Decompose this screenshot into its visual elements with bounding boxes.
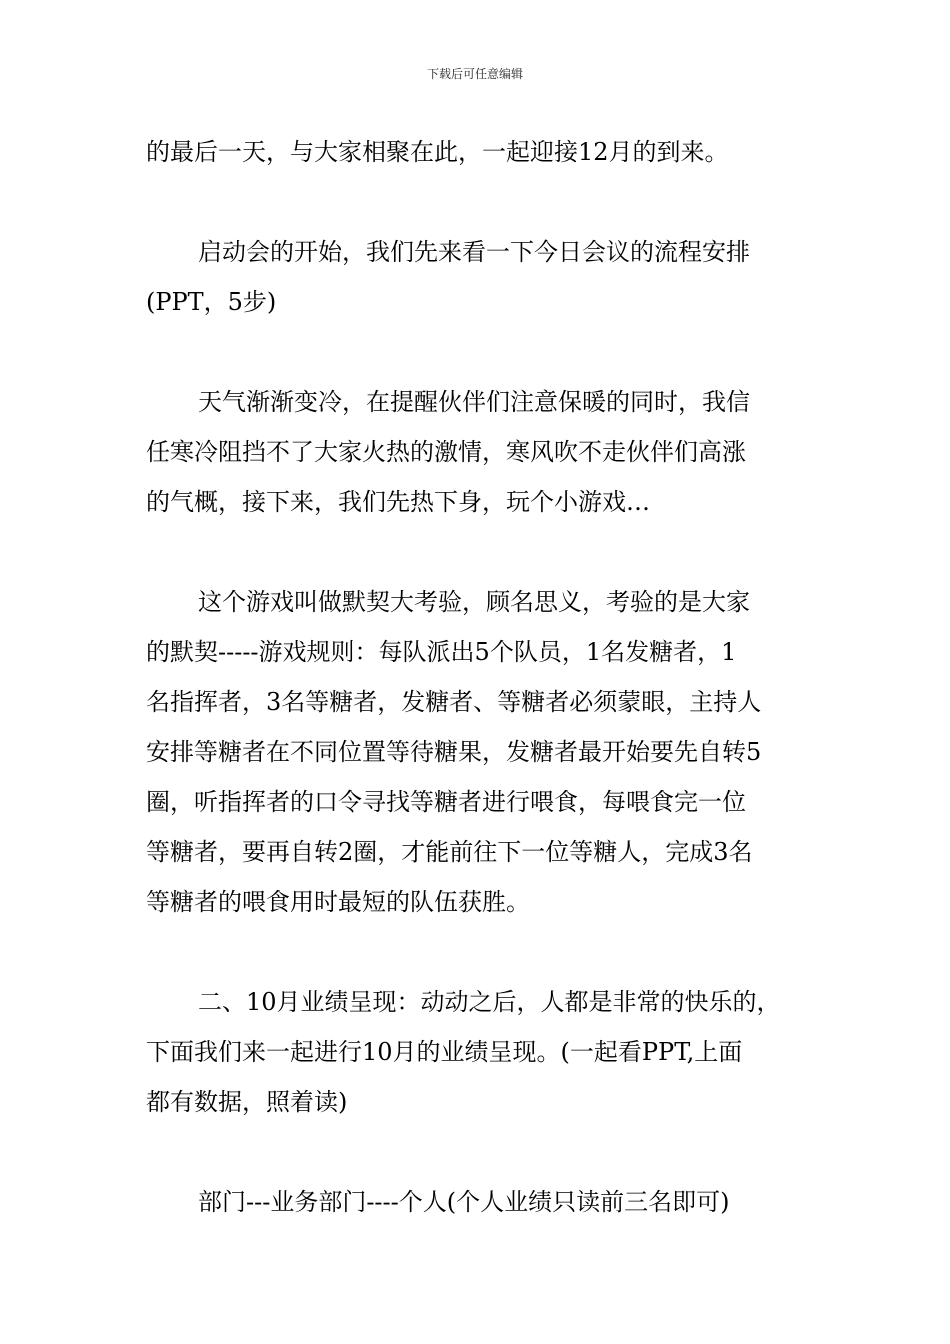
page-header: 下载后可任意编辑 — [426, 67, 523, 81]
text-line: 部门---业务部门----个人(个人业绩只读前三名即可) — [198, 1188, 730, 1216]
paragraph-5 — [146, 977, 810, 1127]
text-line: 下面我们来一起进行10月的业绩呈现。(一起看PPT,上面 — [146, 1038, 743, 1066]
paragraph-4 — [146, 577, 810, 927]
text-line: 都有数据，照着读) — [146, 1088, 348, 1116]
text-line: 的默契-----游戏规则：每队派出5个队员，1名发糖者，1 — [146, 638, 737, 666]
paragraph-6 — [146, 1177, 810, 1227]
text-line: 启动会的开始，我们先来看一下今日会议的流程安排 — [198, 238, 750, 266]
paragraph-2 — [146, 227, 810, 327]
text-line: 的气概，接下来，我们先热下身，玩个小游戏… — [146, 488, 650, 516]
text-line: (PPT，5步) — [146, 288, 277, 316]
paragraph-3 — [146, 377, 810, 527]
text-line: 圈，听指挥者的口令寻找等糖者进行喂食，每喂食完一位 — [146, 788, 746, 816]
text-line: 二、10月业绩呈现：动动之后，人都是非常的快乐的， — [198, 988, 781, 1016]
paragraph-1 — [146, 127, 810, 177]
text-line: 等糖者的喂食用时最短的队伍获胜。 — [146, 888, 530, 916]
document-body — [146, 127, 810, 1227]
text-line: 的最后一天，与大家相聚在此，一起迎接12月的到来。 — [146, 138, 729, 166]
text-line: 天气渐渐变冷，在提醒伙伴们注意保暖的同时，我信 — [198, 388, 750, 416]
text-line: 安排等糖者在不同位置等待糖果，发糖者最开始要先自转5 — [146, 738, 762, 766]
text-line: 任寒冷阻挡不了大家火热的激情，寒风吹不走伙伴们高涨 — [146, 438, 746, 466]
text-line: 名指挥者，3名等糖者，发糖者、等糖者必须蒙眼，主持人 — [146, 688, 762, 716]
text-line: 这个游戏叫做默契大考验，顾名思义，考验的是大家 — [198, 588, 750, 616]
text-line: 等糖者，要再自转2圈，才能前往下一位等糖人，完成3名 — [146, 838, 753, 866]
